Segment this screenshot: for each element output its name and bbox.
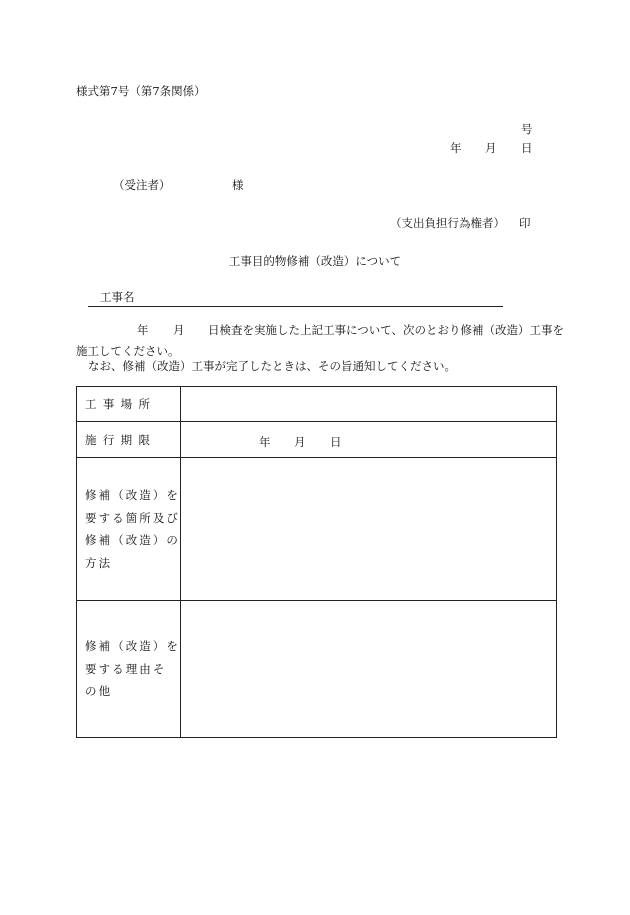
document-number-suffix: 号 (521, 122, 533, 136)
table-row-repair-location-method (77, 458, 557, 601)
recipient-honorific: 様 (232, 178, 244, 192)
body-paragraph-2: なお、修補（改造）工事が完了したときは、その旨通知してください。 (88, 359, 456, 373)
issuer-role: （支出負担行為権者） (390, 216, 505, 230)
deadline-month: 月 (294, 435, 306, 449)
details-table (76, 386, 557, 738)
project-name-field-line[interactable] (88, 306, 503, 307)
table-row-deadline (77, 422, 557, 458)
document-title: 工事目的物修補（改造）について (228, 254, 402, 268)
repair-reason-label: 修補（改造）を 要する理由そ の他 (77, 601, 181, 738)
table-row-location (77, 387, 557, 422)
date-day: 日 (521, 141, 533, 155)
deadline-value-cell[interactable] (181, 422, 557, 458)
repair-location-method-value-cell[interactable] (181, 458, 557, 601)
repair-location-method-label: 修補（改造）を 要する箇所及び 修補（改造）の 方法 (77, 458, 181, 601)
repair-reason-value-cell[interactable] (181, 601, 557, 738)
date-year: 年 (450, 141, 462, 155)
inspection-month: 月 (173, 323, 185, 337)
inspection-year: 年 (137, 323, 149, 337)
body-paragraph-1-continuation: 施工してください。 (76, 344, 180, 358)
deadline-year: 年 (259, 435, 271, 449)
deadline-label: 施行期限 (77, 422, 181, 458)
date-month: 月 (485, 141, 497, 155)
deadline-day: 日 (330, 435, 342, 449)
seal-mark: 印 (519, 216, 531, 230)
project-name-label: 工事名 (100, 290, 135, 304)
location-value-cell[interactable] (181, 387, 557, 422)
table-row-repair-reason (77, 601, 557, 738)
form-number: 様式第7号（第7条関係） (76, 84, 206, 98)
location-label: 工事場所 (77, 387, 181, 422)
body-paragraph-1-text: 日検査を実施した上記工事について、次のとおり修補（改造）工事を (208, 323, 565, 337)
recipient-role: （受注者） (113, 178, 171, 192)
